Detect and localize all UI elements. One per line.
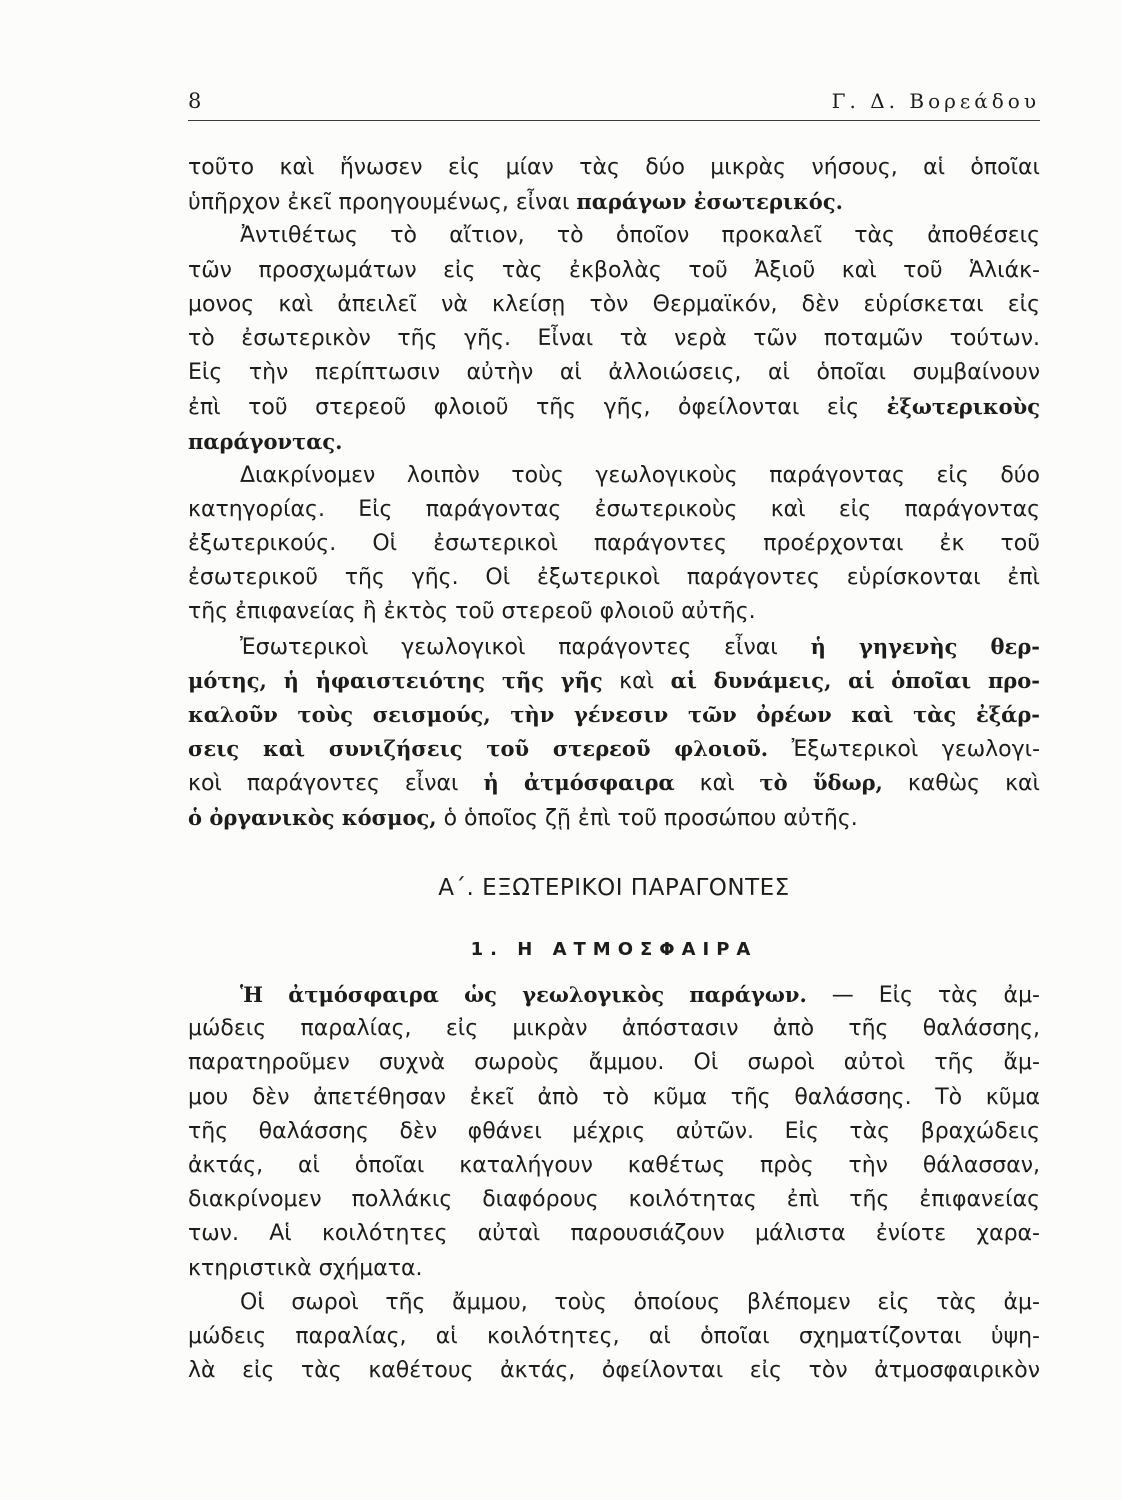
text-run: διακρίνομεν πολλάκις διαφόρους κοιλότητας ἐπὶ τῆς ἐπιφανείας [188,1187,1040,1213]
text-line [188,254,1040,288]
text-block-atmosphere [188,978,1040,1388]
text-run: παρατηροῦμεν συχνὰ σωροὺς ἄμμου. Οἱ σωροὶ αὐτοὶ τῆς ἄμ- [188,1050,1040,1076]
bold-term: ἡ ἀτμόσφαιρα [483,770,675,796]
text-run: Διακρίνομεν λοιπὸν τοὺς γεωλογικοὺς παράγοντας εἰς δύο [240,462,1040,488]
bold-term: αἱ δυνάμεις, αἱ ὁποῖαι προ- [670,667,1040,693]
text-run: μώδεις παραλίας, αἱ κοιλότητες, αἱ ὁποῖαι σχηματίζονται ὑψη- [188,1323,1040,1349]
bold-term: Ἡ ἀτμόσφαιρα ὡς γεωλογικὸς παράγων. [240,982,807,1007]
text-run: Ἐξωτερικοὶ γεωλογι- [768,737,1041,763]
section-heading: Α΄. ΕΞΩΤΕΡΙΚΟΙ ΠΑΡΑΓΟΝΤΕΣ [438,875,790,901]
text-run: μώδεις παραλίας, εἰς μικρὰν ἀπόστασιν ἀπὸ τῆς θαλάσσης, [188,1016,1040,1042]
text-run: κοὶ παράγοντες εἶναι [188,771,484,797]
text-run: Εἰς τὴν περίπτωσιν αὐτὴν αἱ ἀλλοιώσεις, αἱ ὁποῖαι συμβαίνουν [188,360,1040,386]
text-line [188,1320,1040,1354]
text-run: ὑπῆρχον ἐκεῖ προηγουμένως, εἶναι [188,190,577,216]
text-run: καὶ [602,668,671,694]
text-line [188,1115,1040,1149]
text-line [188,322,1040,356]
bold-term: σεις καὶ συνιζήσεις τοῦ στερεοῦ φλοιοῦ. [188,736,769,762]
text-block-intro [188,151,1040,835]
text-run: ἐσωτερικοῦ τῆς γῆς. Οἱ ἐξωτερικοὶ παράγοντες εὑρίσκονται ἐπὶ [188,565,1040,591]
text-line [188,1012,1040,1046]
text-line [188,219,1040,253]
text-run: ἀκτάς, αἱ ὁποῖαι καταλήγουν καθέτως πρὸς τὴν θάλασσαν, [188,1152,1040,1178]
text-line [188,595,1040,629]
text-line [188,1081,1040,1115]
text-line [188,1354,1040,1388]
text-line [188,732,1040,766]
text-line [188,664,1040,698]
text-run: Ἐσωτερικοὶ γεωλογικοὶ παράγοντες εἶναι [240,634,811,660]
page-header [188,84,1040,118]
text-line [188,425,1040,459]
page-number: 8 [188,89,202,113]
text-run: Ἀντιθέτως τὸ αἴτιον, τὸ ὁποῖον προκαλεῖ τὰς ἀποθέσεις [240,223,1040,249]
text-line [188,561,1040,595]
text-run: μου δὲν ἀπετέθησαν ἐκεῖ ἀπὸ τὸ κῦμα τῆς θαλάσσης. Τὸ κῦμα [188,1084,1040,1110]
paragraph [188,219,1040,458]
text-run: τῆς ἐπιφανείας ἢ ἐκτὸς τοῦ στερεοῦ φλοιοῦ αὐτῆς. [188,599,756,625]
text-line [188,185,1040,219]
text-run: των. Αἱ κοιλότητες αὐταὶ παρουσιάζουν μάλιστα ἐνίοτε χαρα- [188,1221,1040,1247]
text-run: καθὼς καὶ [882,771,1040,797]
text-line [188,390,1040,424]
paragraph [188,630,1040,835]
text-line [188,527,1040,561]
text-run: ἐπὶ τοῦ στερεοῦ φλοιοῦ τῆς γῆς, ὀφείλονται εἰς [188,395,887,421]
text-line [188,1149,1040,1183]
text-run: λὰ εἰς τὰς καθέτους ἀκτάς, ὀφείλονται εἰς τὸν ἀτμοσφαιρικὸν [188,1358,1040,1384]
text-line [188,493,1040,527]
text-line [188,630,1040,664]
text-line [188,698,1040,732]
bold-term: καλοῦν τοὺς σεισμούς, τὴν γένεσιν τῶν ὀρέων καὶ τὰς ἐξάρ- [188,702,1040,727]
paragraph [188,459,1040,630]
bold-term: παράγων ἐσωτερικός. [576,189,843,215]
text-line [188,356,1040,390]
bold-term: ἐξωτερικοὺς [886,394,1040,420]
bold-term: τὸ ὕδωρ, [759,770,883,796]
text-run: κατηγορίας. Εἰς παράγοντας ἐσωτερικοὺς καὶ εἰς παράγοντας [188,496,1040,522]
text-run: τοῦτο καὶ ἥνωσεν εἰς μίαν τὰς δύο μικρὰς νήσους, αἱ ὁποῖαι [188,155,1040,180]
paragraph [188,978,1040,1286]
text-line [188,1286,1040,1320]
bold-term: ἡ γηγενὴς θερ- [810,633,1040,659]
text-run: ὁ ὁποῖος ζῇ ἐπὶ τοῦ προσώπου αὐτῆς. [436,805,858,831]
text-run: μονος καὶ ἀπειλεῖ νὰ κλείσῃ τὸν Θερμαϊκόν, δὲν εὑρίσκεται εἰς [188,291,1040,317]
text-line [188,1252,1040,1286]
text-run: κτηριστικὰ σχήματα. [188,1255,423,1281]
text-line [188,978,1040,1012]
running-title: Γ. Δ. Βορεάδου [831,89,1040,113]
bold-term: ὁ ὀργανικὸς κόσμος, [188,804,437,830]
bold-term: παράγοντας. [188,428,343,454]
text-line [188,801,1040,835]
text-line [188,1183,1040,1217]
text-run: — Εἰς τὰς ἀμ- [806,983,1040,1008]
text-line [188,151,1040,185]
text-line [188,1217,1040,1251]
text-run: τῆς θαλάσσης δὲν φθάνει μέχρις αὐτῶν. Εἰς τὰς βραχώδεις [188,1118,1040,1144]
header-rule [188,120,1040,121]
text-run: καὶ [674,771,760,797]
bold-term: μότης, ἡ ἡφαιστειότης τῆς γῆς [188,667,603,693]
paragraph [188,1286,1040,1389]
paragraph [188,151,1040,219]
text-run: ἐξωτερικούς. Οἱ ἐσωτερικοὶ παράγοντες προέρχονται ἐκ τοῦ [188,531,1040,557]
text-run: τὸ ἐσωτερικὸν τῆς γῆς. Εἶναι τὰ νερὰ τῶν ποταμῶν τούτων. [188,325,1040,351]
text-run: τῶν προσχωμάτων εἰς τὰς ἐκβολὰς τοῦ Ἀξιοῦ καὶ τοῦ Ἁλιάκ- [188,257,1040,283]
text-run: Οἱ σωροὶ τῆς ἄμμου, τοὺς ὁποίους βλέπομεν εἰς τὰς ἀμ- [240,1289,1040,1315]
text-line [188,459,1040,493]
text-line [188,1046,1040,1080]
text-line [188,288,1040,322]
subsection-heading: 1. Η ΑΤΜΟΣΦΑΙΡΑ [470,939,758,960]
text-line [188,766,1040,800]
